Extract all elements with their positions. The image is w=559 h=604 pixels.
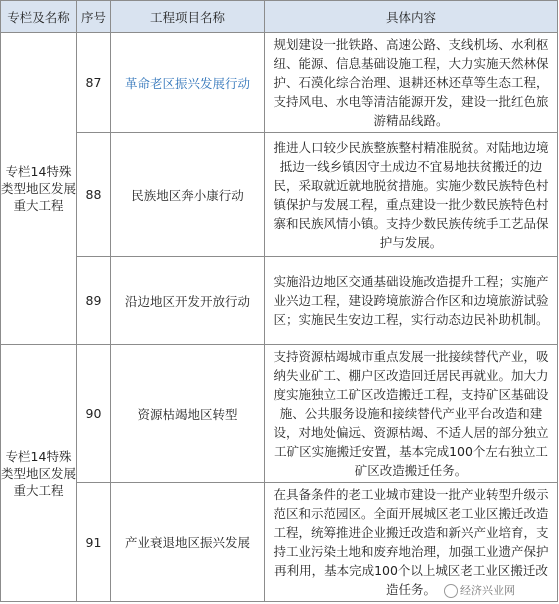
category-cell: 专栏14特殊类型地区发展重大工程 bbox=[1, 33, 77, 345]
header-detail: 具体内容 bbox=[265, 1, 558, 33]
row-number: 88 bbox=[77, 133, 111, 257]
header-row bbox=[1, 1, 558, 33]
table-row bbox=[1, 133, 558, 257]
watermark bbox=[444, 582, 515, 598]
table-row bbox=[1, 345, 558, 483]
row-number: 91 bbox=[77, 483, 111, 602]
watermark-text: 经济兴业网 bbox=[460, 584, 515, 597]
project-link[interactable]: 革命老区振兴发展行动 bbox=[111, 33, 265, 133]
detail-cell: 实施沿边地区交通基础设施改造提升工程；实施产业兴边工程，建设跨境旅游合作区和边境旅游试验区；实施民生安边工程，实行动态边民补助机制。 bbox=[265, 257, 558, 345]
header-number: 序号 bbox=[77, 1, 111, 33]
wechat-icon bbox=[444, 584, 458, 598]
detail-cell: 支持资源枯竭城市重点发展一批接续替代产业，吸纳失业矿工、棚户区改造回迁居民再就业。加大力度实施独立工矿区改造搬迁工程，支持矿区基础设施、公共服务设施和接续替代产业平台改造和建设，对地处偏远、资源枯竭、不适人居的部分独立工矿区实施搬迁安置，基本完成100个左右独立工矿区改造搬迁任务。 bbox=[265, 345, 558, 483]
detail-cell: 在具备条件的老工业城市建设一批产业转型升级示范区和示范园区。全面开展城区老工业区搬迁改造工程，统筹推进企业搬迁改造和新兴产业培育，支持工业污染土地和废弃地治理，加强工业遗产保护再利用，基本完成100个以上城区老工业区搬迁改造任务。 bbox=[265, 483, 558, 602]
row-number: 89 bbox=[77, 257, 111, 345]
project-name: 产业衰退地区振兴发展 bbox=[111, 483, 265, 602]
table-row bbox=[1, 33, 558, 133]
project-name: 沿边地区开发开放行动 bbox=[111, 257, 265, 345]
row-number: 87 bbox=[77, 33, 111, 133]
detail-cell: 推进人口较少民族整族整村精准脱贫。对陆地边境抵边一线乡镇因守土成边不宜易地扶贫搬迁的边民，采取就近就地脱贫措施。实施少数民族特色村镇保护与发展工程，重点建设一批少数民族特色村寨和民族风情小镇。支持少数民族传统手工艺品保护与发展。 bbox=[265, 133, 558, 257]
row-number: 90 bbox=[77, 345, 111, 483]
detail-cell: 规划建设一批铁路、高速公路、支线机场、水利枢纽、能源、信息基础设施工程，大力实施天然林保护、石漠化综合治理、退耕还林还草等生态工程，支持风电、水电等清洁能源开发，建设一批红色旅游精品线路。 bbox=[265, 33, 558, 133]
table-row bbox=[1, 257, 558, 345]
project-name: 民族地区奔小康行动 bbox=[111, 133, 265, 257]
category-cell: 专栏14特殊类型地区发展重大工程 bbox=[1, 345, 77, 602]
header-category: 专栏及名称 bbox=[1, 1, 77, 33]
project-name: 资源枯竭地区转型 bbox=[111, 345, 265, 483]
header-project: 工程项目名称 bbox=[111, 1, 265, 33]
